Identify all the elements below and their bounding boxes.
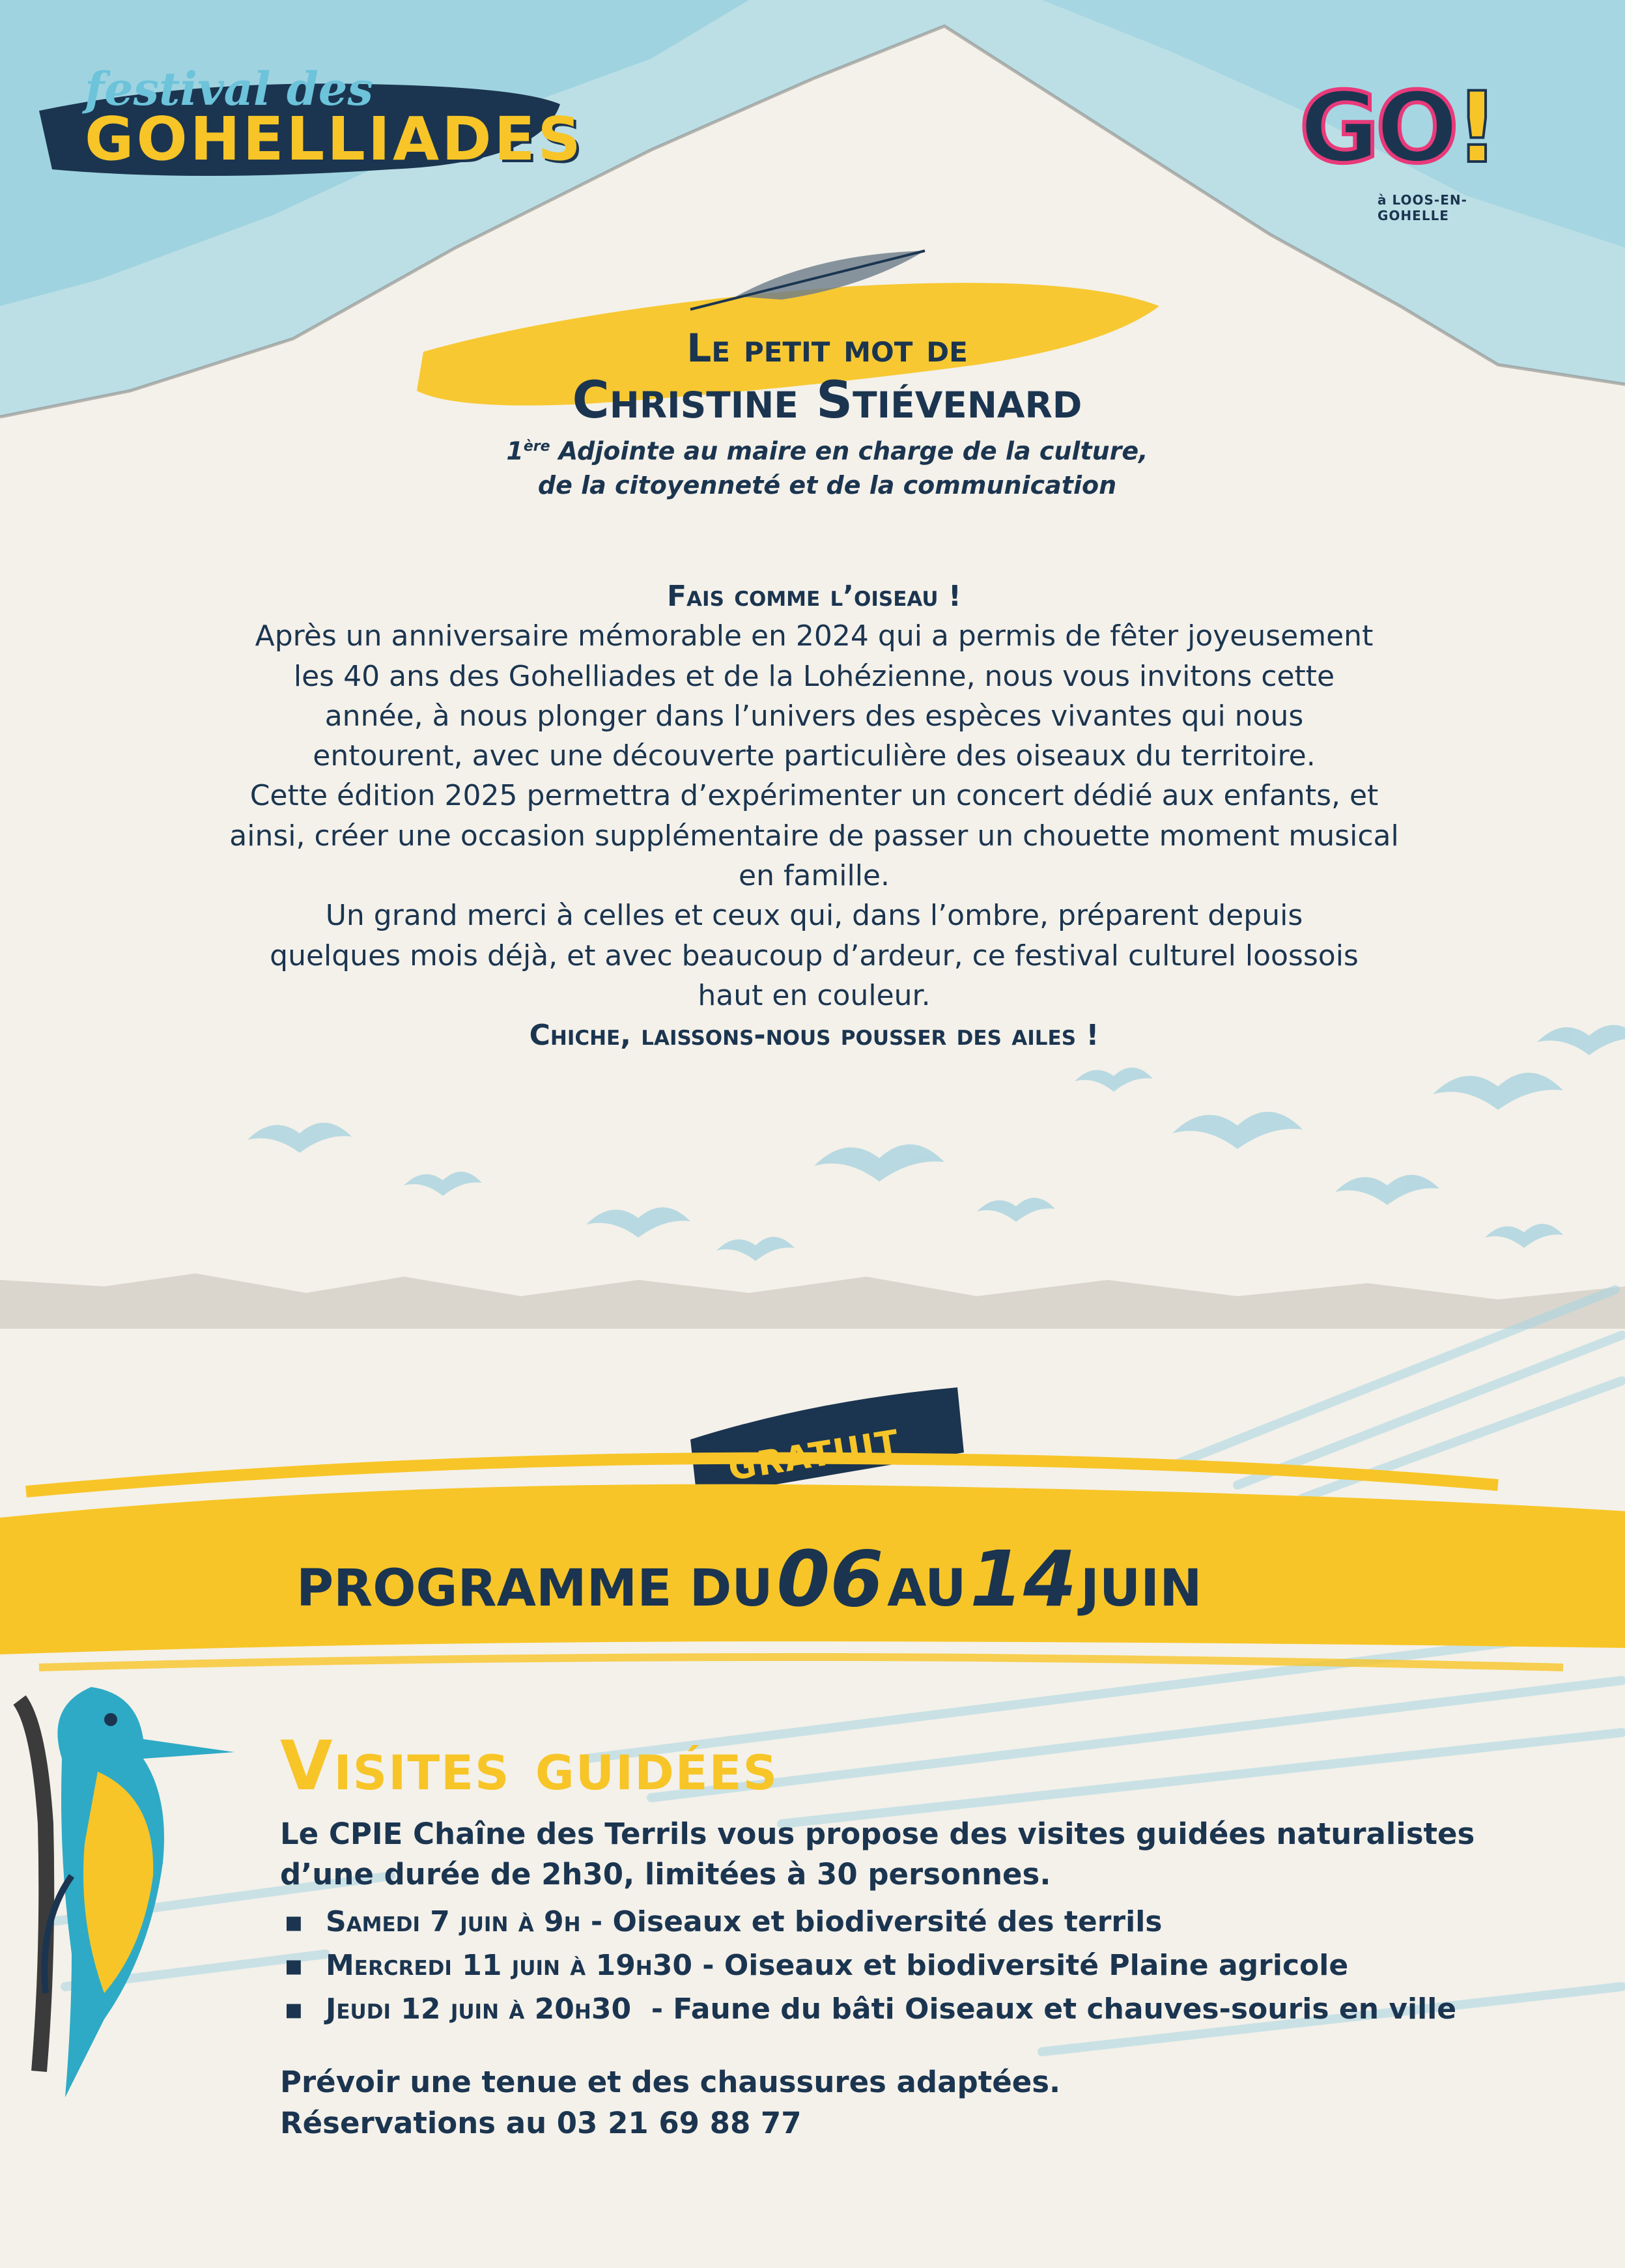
visit-topic: - Faune du bâti Oiseaux et chauves-souris en ville xyxy=(631,1992,1457,2026)
letter-paragraph: Après un anniversaire mémorable en 2024 qui a permis de fêter joyeusement les 40 ans des Gohelliades et de la Lohézienne, nous vous invitons cette année, à nous plonger dans l’univers des espèces vivantes qui nous entourent, avec une découverte particulière des oiseaux du territoire. xyxy=(255,619,1374,773)
programme-start-day: 06 xyxy=(776,1534,884,1624)
programme-dates xyxy=(296,1534,1338,1624)
programme-middle: AU xyxy=(887,1559,967,1618)
programme-prefix: PROGRAMME DU xyxy=(296,1559,773,1618)
letter-paragraph: Un grand merci à celles et ceux qui, dans l’ombre, préparent depuis quelques mois déjà, et avec beaucoup d’ardeur, ce festival culturel loossois haut en couleur. xyxy=(270,899,1359,1012)
reservation-phone[interactable]: Réservations au 03 21 69 88 77 xyxy=(280,2106,802,2140)
author-role-line2: de la citoyenneté et de la communication xyxy=(537,470,1117,500)
header-kicker: Le petit mot de xyxy=(686,326,968,371)
visites-list xyxy=(280,1900,1602,2031)
attire-note: Prévoir une tenue et des chaussures adaptées. xyxy=(280,2065,1061,2099)
list-item xyxy=(280,1900,1602,1944)
list-item xyxy=(280,1987,1602,2031)
visit-date: Samedi 7 juin à 9h xyxy=(326,1905,581,1938)
go-logo-letters: GO xyxy=(1299,72,1455,185)
visites-footer xyxy=(280,2062,1452,2144)
visites-title: Visites guidées xyxy=(280,1726,779,1806)
go-loos-en-gohelle-logo[interactable] xyxy=(1293,65,1501,223)
festival-logo-line2: GOHELLIADES xyxy=(85,104,584,174)
programme-month: JUIN xyxy=(1080,1559,1202,1618)
visites-intro: Le CPIE Chaîne des Terrils vous propose des visites guidées naturalistes d’une durée de 2h30, limitées à 30 personnes. xyxy=(280,1817,1475,1892)
visit-topic: - Oiseaux et biodiversité Plaine agricole xyxy=(692,1949,1349,1982)
visit-topic: - Oiseaux et biodiversité des terrils xyxy=(580,1905,1163,1938)
letter-closing: Chiche, laissons-nous pousser des ailes ! xyxy=(529,1019,1099,1053)
editorial-letter xyxy=(169,576,1459,1056)
go-logo-subtitle: à LOOS-EN-GOHELLE xyxy=(1378,192,1467,223)
go-logo-exclaim: ! xyxy=(1454,72,1496,185)
list-item xyxy=(280,1944,1602,1987)
free-badge: GRATUIT xyxy=(726,1423,903,1489)
author-name: Christine Stiévenard xyxy=(572,371,1082,430)
festival-logo-line1: festival des xyxy=(85,62,373,116)
visit-date: Jeudi 12 juin à 20h30 xyxy=(326,1992,632,2026)
letter-paragraph: Cette édition 2025 permettra d’expérimenter un concert dédié aux enfants, et ainsi, créer une occasion supplémentaire de passer un chouette moment musical en famille. xyxy=(229,779,1399,893)
festival-logo[interactable] xyxy=(39,55,584,186)
programme-end-day: 14 xyxy=(970,1534,1077,1624)
author-role: 1ère Adjointe au maire en charge de la culture, xyxy=(506,436,1148,466)
letter-title: Fais comme l’oiseau ! xyxy=(667,580,961,613)
visit-date: Mercredi 11 juin à 19h30 xyxy=(326,1949,692,1982)
author-header xyxy=(417,326,1237,502)
